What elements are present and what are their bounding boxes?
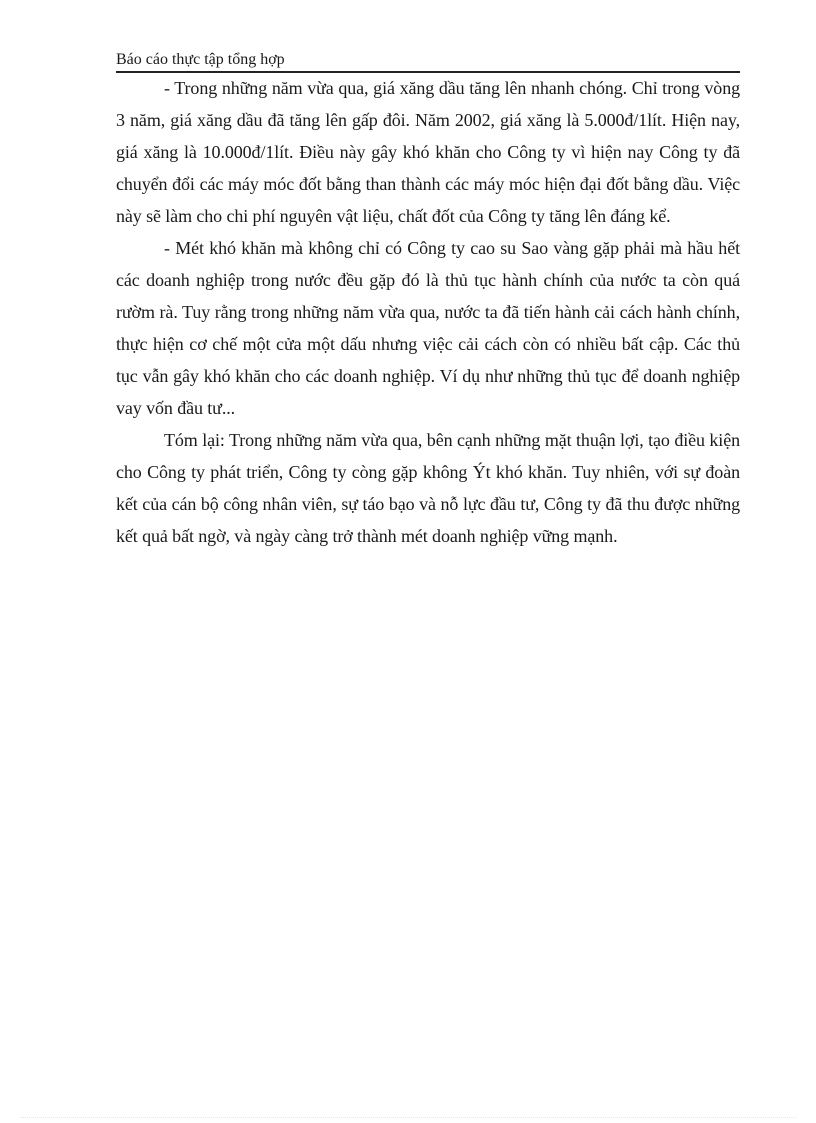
paragraph-conclusion: Tóm lại: Trong những năm vừa qua, bên cạnh những mặt thuận lợi, tạo điều kiện cho Công ty phát triển, Công ty còng gặp không Ýt khó khăn. Tuy nhiên, với sự đoàn kết của cán bộ công nhân viên, sự táo bạo và nỗ lực đầu tư, Công ty đã thu được những kết quả bất ngờ, và ngày càng trở thành mét doanh nghiệp vững mạnh. (116, 430, 740, 546)
page-header (116, 50, 740, 73)
document-body (116, 72, 740, 552)
page-bottom-divider (20, 1117, 796, 1118)
paragraph-fuel-prices: - Trong những năm vừa qua, giá xăng dầu tăng lên nhanh chóng. Chỉ trong vòng 3 năm, giá xăng dầu đã tăng lên gấp đôi. Năm 2002, giá xăng là 5.000đ/1lít. Hiện nay, giá xăng là 10.000đ/1lít. Điều này gây khó khăn cho Công ty vì hiện nay Công ty đã chuyển đổi các máy móc đốt bằng than thành các máy móc hiện đại đốt bằng dầu. Việc này sẽ làm cho chi phí nguyên vật liệu, chất đốt của Công ty tăng lên đáng kể. (116, 78, 740, 226)
paragraph-administrative-procedures: - Mét khó khăn mà không chỉ có Công ty cao su Sao vàng gặp phải mà hầu hết các doanh nghiệp trong nước đều gặp đó là thủ tục hành chính của nước ta còn quá rườm rà. Tuy rằng trong những năm vừa qua, nước ta đã tiến hành cải cách hành chính, thực hiện cơ chế một cửa một dấu nhưng việc cải cách còn có nhiều bất cập. Các thủ tục vẫn gây khó khăn cho các doanh nghiệp. Ví dụ như những thủ tục để doanh nghiệp vay vốn đầu tư... (116, 238, 740, 418)
report-title: Báo cáo thực tập tổng hợp (116, 51, 285, 68)
